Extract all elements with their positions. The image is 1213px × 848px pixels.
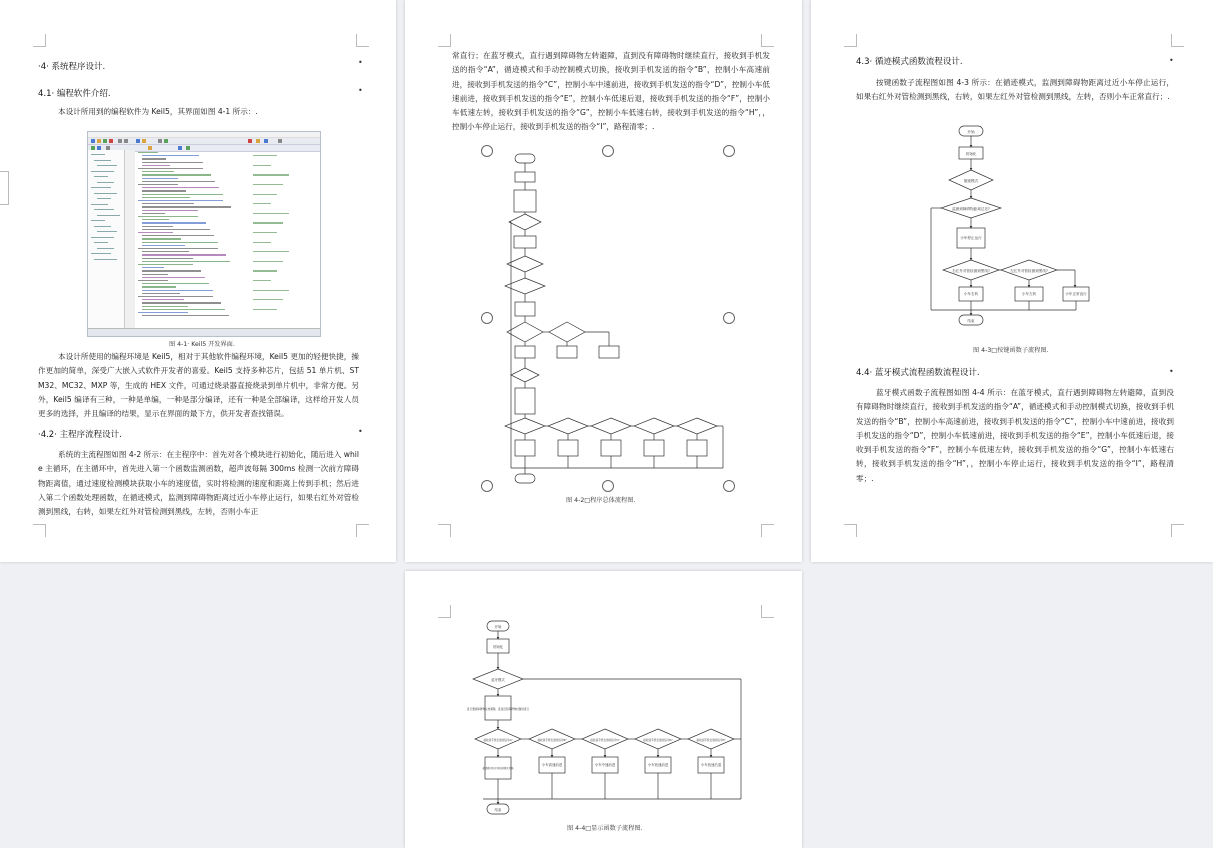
project-tree-item[interactable] — [94, 193, 117, 194]
flow-turn-left: 小车左转 — [1021, 292, 1037, 296]
flow-terminal — [515, 474, 535, 483]
keil5-screenshot-figure — [87, 131, 321, 337]
code-comment — [253, 165, 271, 166]
paragraph: 蓝牙模式函数子流程图如图 4-4 所示：在蓝牙模式，直行遇到障碍物左转避障，直到没有障碍物时继续直行，接收到手机发送的指令“A”，循迹模式和手动控制模式切换，接收到手机发送的指令“B”，控制小车高速前进，接收到手机发送的指令“C”，控制小车中速前进，接收到手机发送的指令“D”，控制小车低速前进，接收到手机发送的指令“E”，控制小车低速后退，接收到手机发送的指令“F”，控制小车低速左转，接收到手机发送的指令“G”，控制小车低速右转，接收到手机发送的指令“H”，，控制小车停止运行，接收到手机发送的指令“I”，路程清零；. — [856, 388, 1174, 483]
code-comment — [253, 280, 271, 281]
project-tree-item[interactable] — [91, 253, 111, 254]
code-line — [138, 296, 213, 297]
code-line — [142, 270, 201, 271]
project-tree-item[interactable] — [97, 182, 114, 183]
code-comment — [253, 290, 289, 291]
flow-decision — [634, 418, 674, 434]
flow-go-straight: 小车正常直行 — [1065, 292, 1087, 296]
side-panel-tab[interactable] — [0, 171, 9, 205]
project-tree-item[interactable] — [91, 187, 111, 188]
code-comment — [253, 232, 277, 233]
flow-init: 初始化 — [492, 645, 504, 649]
flow-act-e: 小车低速后退 — [700, 763, 722, 767]
crop-mark — [33, 34, 46, 47]
project-tree-item[interactable] — [97, 165, 117, 166]
crop-mark — [438, 605, 451, 618]
figure-caption: 图 4-1· Keil5 开发界面. — [169, 341, 235, 348]
code-line — [142, 155, 199, 156]
flow-process-box — [601, 440, 621, 456]
code-line — [138, 248, 218, 249]
flow-process-box — [557, 346, 577, 358]
code-line — [142, 309, 225, 310]
flow-cmd-e: 接收到手机发送的指令E? — [696, 739, 726, 742]
binder-hole — [481, 480, 493, 492]
code-comment — [253, 261, 283, 262]
code-line — [142, 286, 176, 287]
flow-decision — [677, 418, 717, 434]
code-line — [142, 277, 205, 278]
paragraph-mark: • — [358, 86, 363, 95]
crop-mark — [438, 524, 451, 537]
flow-mode-decision: 蓝牙模式 — [491, 678, 505, 682]
flow-process-box — [515, 346, 535, 358]
flow-act-b: 小车高速前进 — [541, 763, 563, 767]
figure-caption: 图 4-3□按键函数子流程图. — [973, 347, 1049, 354]
paragraph: 本设计所用到的编程软件为 Keil5，其界面如图 4-1 所示：. — [58, 107, 258, 116]
paragraph-mark: • — [1169, 56, 1174, 65]
heading-section-4-2: ·4.2· 主程序流程设计. — [38, 430, 122, 440]
code-line — [138, 312, 188, 313]
flow-right-ir-decision: 右红外对管检测到黑线? — [952, 269, 990, 273]
paragraph-mark: • — [358, 58, 363, 67]
document-page-3 — [811, 0, 1213, 562]
flow-cmd-c: 接收到手机发送的指令C? — [590, 739, 620, 742]
line-number-gutter — [125, 150, 135, 328]
flow-decision — [549, 322, 585, 342]
code-comment — [253, 184, 283, 185]
code-line — [142, 274, 168, 275]
code-line — [142, 238, 181, 239]
paragraph: 按键函数子流程图如图 4-3 所示：在循迹模式，监测到障碍物距离过近小车停止运行，如果右红外对管检测到黑线，右转，如果左红外对管检测到黑线，左转，否则小车正常直行；. — [856, 78, 1174, 102]
crop-mark — [761, 605, 774, 618]
crop-mark — [844, 524, 857, 537]
main-program-flowchart — [500, 150, 725, 490]
heading-section-4: ·4· 系统程序设计. — [38, 62, 106, 72]
code-line — [142, 197, 190, 198]
flow-process-box — [644, 440, 664, 456]
code-line — [142, 219, 169, 220]
code-line — [142, 245, 185, 246]
flow-decision — [507, 322, 543, 342]
code-comment — [253, 251, 289, 252]
code-line — [142, 178, 178, 179]
flow-decision — [548, 418, 588, 434]
flow-decision — [509, 214, 541, 230]
project-tree-item[interactable] — [94, 176, 108, 177]
flow-obstacle-decision: 监测到障碍物距离过近? — [952, 207, 990, 211]
crop-mark — [438, 34, 451, 47]
code-line — [138, 216, 198, 217]
flow-process-box — [558, 440, 578, 456]
project-tree-item[interactable] — [94, 160, 111, 161]
code-line — [142, 254, 226, 255]
code-comment — [253, 270, 277, 271]
code-line — [138, 168, 203, 169]
document-page-1 — [0, 0, 396, 562]
code-line — [138, 280, 168, 281]
flow-process-box — [515, 302, 535, 316]
project-tree-item[interactable] — [97, 198, 111, 199]
project-tree-item[interactable] — [91, 220, 105, 221]
code-line — [142, 213, 165, 214]
paragraph: 系统的主流程图如图 4-2 所示：在主程序中：首先对各个模块进行初始化，随后进入 while 主循环，在主循环中，首先进入第一个函数监测函数，超声波每隔 300ms 检测一次前方障碍物距离值，通过速度检测模块获取小车的速度值，实时将检测的速度和距离上传到手机；然后进入第二个函数处理函数，在循迹模式，监测到障碍物距离过近小车停止运行，如果右红外对管检测到黑线，右转，如果左红外对管检测到黑线，左转，否则小车正 — [38, 450, 359, 517]
code-line — [142, 226, 173, 227]
project-tree-item[interactable] — [97, 231, 117, 232]
flow-process-box — [599, 346, 619, 358]
code-line — [138, 232, 173, 233]
toolbar — [88, 138, 320, 145]
figure-caption: 图 4-2□程序总体流程图. — [566, 497, 636, 504]
flow-mode-decision: 循迹模式 — [963, 179, 979, 183]
bluetooth-mode-flowchart — [466, 619, 745, 819]
code-comment — [253, 213, 289, 214]
flow-process-box — [514, 236, 536, 248]
code-line — [142, 290, 213, 291]
flow-act-a: 循迹模式和手动控制模式切换 — [482, 767, 514, 770]
flow-avoid: 直行遇到障碍物左转避障，直到没有障碍物时继续直行 — [466, 708, 530, 711]
code-line — [142, 206, 231, 207]
paragraph: 本设计所使用的编程环境是 Keil5，相对于其他软件编程环境，Keil5 更加的轻便快捷，操作更加的简单，深受广大嵌入式软件开发者的喜爱。Keil5 支持多种芯片，包括 51 单片机、STM32、MC32、MXP 等，生成的 HEX 文件，可通过烧录器直接烧录到单片机中，非常方便。另外，Keil5 编译有三种，一种是单编，一种是部分编译，还有一种是全部编译，这样给开发人员更多的选择，并且编译的结果，显示在界面的最下方，供开发者查找错误。 — [38, 352, 359, 419]
flow-process-box — [515, 172, 535, 182]
flow-start: 开始 — [967, 130, 975, 134]
code-line — [142, 251, 189, 252]
flow-init: 初始化 — [965, 152, 977, 156]
flow-cmd-d: 接收到手机发送的指令D? — [643, 739, 673, 742]
flow-process-box — [514, 190, 536, 212]
flow-start: 开始 — [494, 625, 502, 629]
code-line — [138, 264, 193, 265]
code-line — [142, 242, 218, 243]
code-line — [142, 222, 206, 223]
project-tree-item[interactable] — [91, 237, 114, 238]
paragraph-mark: • — [1169, 367, 1174, 376]
binder-hole — [481, 312, 493, 324]
flow-end: 结束 — [967, 319, 975, 323]
code-line — [142, 190, 186, 191]
code-comment — [253, 222, 283, 223]
project-tree-item[interactable] — [91, 171, 114, 172]
flow-decision — [591, 418, 631, 434]
project-tree-item[interactable] — [97, 215, 120, 216]
code-comment — [253, 299, 283, 300]
code-line — [142, 229, 210, 230]
flow-decision — [507, 256, 543, 272]
crop-mark — [33, 524, 46, 537]
code-editor — [138, 152, 316, 326]
binder-hole — [481, 145, 493, 157]
code-line — [142, 174, 211, 175]
figure-caption: 图 4-4□显示函数子流程图. — [567, 825, 643, 832]
flow-end: 结束 — [494, 808, 502, 812]
code-comment — [253, 242, 271, 243]
crop-mark — [844, 34, 857, 47]
project-tree-item[interactable] — [91, 204, 108, 205]
code-line — [138, 184, 178, 185]
code-line — [142, 306, 188, 307]
code-line — [142, 258, 193, 259]
code-line — [142, 261, 230, 262]
flow-left-ir-decision: 左红外对管检测到黑线? — [1010, 269, 1048, 273]
project-tree-panel — [88, 150, 125, 328]
project-tree-item[interactable] — [94, 226, 111, 227]
code-comment — [253, 203, 271, 204]
code-line — [142, 203, 194, 204]
line-tracking-flowchart — [911, 122, 1111, 334]
code-line — [138, 200, 223, 201]
code-line — [142, 194, 223, 195]
heading-section-4-3: 4.3· 循迹模式函数流程设计. — [856, 57, 963, 67]
flow-turn-right: 小车右转 — [963, 292, 979, 296]
flow-decision — [511, 368, 539, 382]
code-line — [142, 165, 170, 166]
flow-cmd-a: 接收到手机发送的指令A? — [483, 739, 513, 742]
flow-stop: 小车停止运行 — [960, 236, 982, 240]
crop-mark — [761, 34, 774, 47]
code-line — [142, 187, 219, 188]
heading-section-4-1: 4.1· 编程软件介绍. — [38, 89, 111, 99]
flow-process-box — [515, 440, 535, 456]
paragraph: 常直行；在蓝牙模式，直行遇到障碍物左转避障，直到没有障碍物时继续直行，接收到手机发送的指令“A”，循迹模式和手动控制模式切换，接收到手机发送的指令“B”，控制小车高速前进，接收到手机发送的指令“C”，控制小车中速前进，接收到手机发送的指令“D”，控制小车低速前进，接收到手机发送的指令“E”，控制小车低速后退，接收到手机发送的指令“F”，控制小车低速左转，接收到手机发送的指令“G”，控制小车低速右转，接收到手机发送的指令“H”，，控制小车停止运行，接收到手机发送的指令“I”，路程清零；. — [452, 51, 770, 132]
code-line — [142, 162, 203, 163]
project-tree-item[interactable] — [91, 154, 105, 155]
code-comment — [253, 194, 277, 195]
document-page-2 — [405, 0, 802, 562]
code-line — [142, 293, 180, 294]
code-comment — [253, 309, 277, 310]
flow-process-box — [515, 388, 535, 414]
crop-mark — [761, 524, 774, 537]
crop-mark — [1171, 524, 1184, 537]
heading-section-4-4: 4.4· 蓝牙模式流程函数流程设计. — [856, 368, 980, 378]
code-line — [142, 171, 174, 172]
flow-act-d: 小车低速前进 — [647, 763, 669, 767]
code-line — [142, 267, 164, 268]
document-page-4 — [405, 571, 802, 848]
code-line — [142, 299, 184, 300]
flow-act-c: 小车中速前进 — [594, 763, 616, 767]
flow-process-box — [687, 440, 707, 456]
flow-terminal — [515, 154, 535, 163]
project-tree-item[interactable] — [94, 242, 108, 243]
crop-mark — [356, 34, 369, 47]
flow-cmd-b: 接收到手机发送的指令B? — [537, 739, 567, 742]
code-comment — [253, 155, 277, 156]
code-line — [142, 181, 215, 182]
code-line — [142, 315, 229, 316]
paragraph-mark: • — [358, 427, 363, 436]
crop-mark — [1171, 34, 1184, 47]
code-line — [142, 210, 198, 211]
project-tree-item[interactable] — [94, 209, 114, 210]
status-bar — [88, 328, 320, 336]
project-tree-item[interactable] — [97, 248, 114, 249]
code-line — [138, 152, 158, 153]
code-line — [142, 283, 209, 284]
code-comment — [253, 174, 289, 175]
crop-mark — [356, 524, 369, 537]
code-line — [142, 302, 221, 303]
project-tree-item[interactable] — [94, 259, 117, 260]
code-line — [142, 235, 214, 236]
code-line — [142, 158, 166, 159]
